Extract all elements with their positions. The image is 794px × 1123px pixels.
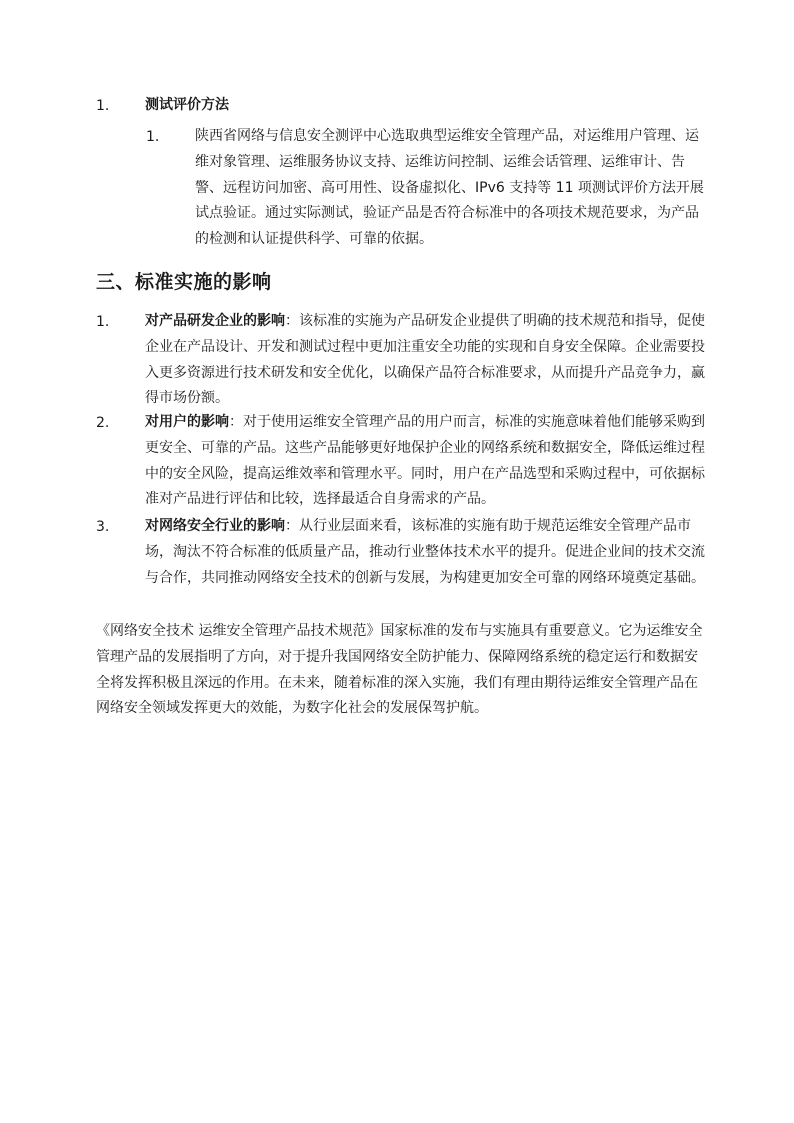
impact-text: ：从行业层面来看，该标准的实施有助于规范运维安全管理产品市场，淘汰不符合标准的低质量产品，推动行业整体技术水平的提升。促进企业间的技术交流与合作，共同推动网络安全技术的创新与发展，为构建更加安全可靠的网络环境奠定基础。 [145, 518, 705, 586]
impact-text: ：对于使用运维安全管理产品的用户而言，标准的实施意味着他们能够采购到更安全、可靠的产品。这些产品能够更好地保护企业的网络系统和数据安全，降低运维过程中的安全风险，提高运维效率和管理水平。同时，用户在产品选型和采购过程中，可依据标准对产品进行评估和比较，选择最适合自身需求的产品。 [145, 414, 705, 508]
list-number: 1. [96, 314, 110, 330]
list-item-test-methods [96, 93, 706, 119]
impact-label: 对产品研发企业的影响 [145, 313, 285, 329]
impact-text: ：该标准的实施为产品研发企业提供了明确的技术规范和指导，促使企业在产品设计、开发和测试过程中更加注重安全功能的实现和自身安全保障。企业需要投入更多资源进行技术研发和安全优化，以确保产品符合标准要求，从而提升产品竞争力，赢得市场份额。 [145, 313, 705, 407]
conclusion-paragraph: 《网络安全技术 运维安全管理产品技术规范》国家标准的发布与实施具有重要意义。它为运维安全管理产品的发展指明了方向，对于提升我国网络安全防护能力、保障网络系统的稳定运行和数据安全将发挥积极且深远的作用。在未来，随着标准的深入实施，我们有理由期待运维安全管理产品在网络安全领域发挥更大的效能，为数字化社会的发展保驾护航。 [96, 623, 703, 717]
sub-list-number: 1. [146, 129, 160, 145]
impact-label: 对用户的影响 [145, 414, 229, 430]
sub-list-text: 陕西省网络与信息安全测评中心选取典型运维安全管理产品，对运维用户管理、运维对象管理、运维服务协议支持、运维访问控制、运维会话管理、运维审计、告警、远程访问加密、高可用性、设备虚拟化、IPv6 支持等 11 项测试评价方法开展试点验证。通过实际测试，验证产品是否符合标准中的各项技术规范要求，为产品的检测和认证提供科学、可靠的依据。 [195, 128, 704, 248]
list-item-body [145, 309, 706, 412]
list-item-body [145, 410, 706, 513]
list-number: 3. [96, 519, 110, 535]
list-item-impact-users [96, 410, 706, 513]
sub-list-item [146, 124, 706, 253]
list-item-body [145, 514, 706, 591]
list-item-impact-enterprise [96, 309, 706, 412]
impact-label: 对网络安全行业的影响 [145, 518, 285, 534]
list-number: 1. [96, 98, 110, 114]
list-item-title: 测试评价方法 [145, 97, 229, 113]
list-item-impact-industry [96, 514, 706, 591]
list-number: 2. [96, 415, 110, 431]
section-heading: 三、标准实施的影响 [96, 271, 272, 293]
